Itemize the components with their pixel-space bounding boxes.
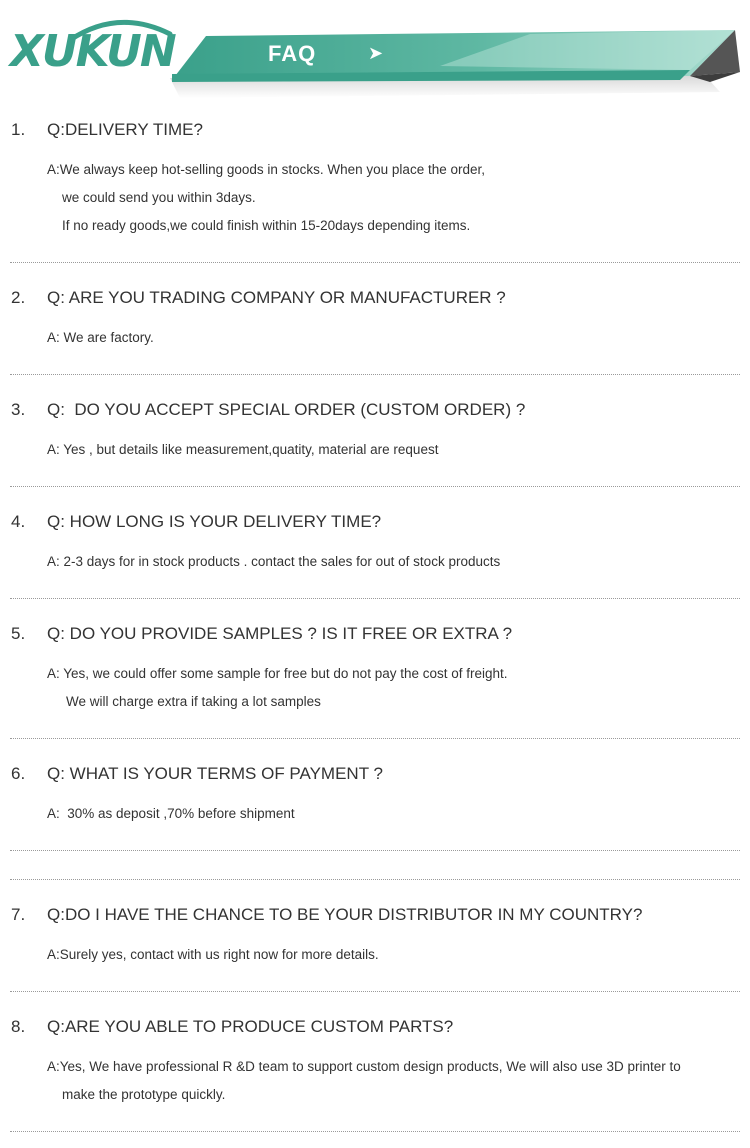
divider <box>10 850 740 851</box>
faq-number: 4. <box>11 512 26 531</box>
faq-answer: If no ready goods,we could finish within 15-20days depending items. <box>62 218 471 233</box>
faq-item <box>0 1017 750 1137</box>
faq-number: 2. <box>11 288 26 307</box>
faq-item <box>0 905 750 995</box>
faq-answer: make the prototype quickly. <box>62 1087 226 1102</box>
faq-question: Q:ARE YOU ABLE TO PRODUCE CUSTOM PARTS? <box>47 1017 454 1036</box>
divider <box>10 1131 740 1132</box>
page-title: FAQ <box>268 41 317 66</box>
faq-item <box>0 512 750 602</box>
brand-logo: XUKUN <box>10 26 175 77</box>
divider <box>10 738 740 739</box>
divider <box>10 374 740 375</box>
faq-number: 8. <box>11 1017 26 1036</box>
faq-item <box>0 120 750 266</box>
faq-number: 5. <box>11 624 26 643</box>
faq-question: Q: DO YOU PROVIDE SAMPLES ? IS IT FREE OR EXTRA ? <box>47 624 513 643</box>
divider <box>10 262 740 263</box>
faq-question: Q:DELIVERY TIME? <box>47 120 203 139</box>
faq-question: Q: WHAT IS YOUR TERMS OF PAYMENT ? <box>47 764 383 783</box>
faq-answer: A: 30% as deposit ,70% before shipment <box>47 806 295 821</box>
arrow-right-icon: ➤ <box>368 43 384 63</box>
faq-question: Q: ARE YOU TRADING COMPANY OR MANUFACTURER ? <box>47 288 506 307</box>
faq-answer: A:Surely yes, contact with us right now for more details. <box>47 947 379 962</box>
faq-answer: We will charge extra if taking a lot samples <box>66 694 321 709</box>
faq-answer: A: Yes , but details like measurement,quatity, material are request <box>47 442 439 457</box>
faq-question: Q:DO I HAVE THE CHANCE TO BE YOUR DISTRIBUTOR IN MY COUNTRY? <box>47 905 643 924</box>
faq-item <box>0 624 750 742</box>
faq-answer: A: Yes, we could offer some sample for free but do not pay the cost of freight. <box>47 666 508 681</box>
faq-number: 1. <box>11 120 26 139</box>
faq-answer: A:We always keep hot-selling goods in stocks. When you place the order, <box>47 162 485 177</box>
faq-number: 3. <box>11 400 26 419</box>
divider <box>10 598 740 599</box>
divider <box>10 991 740 992</box>
faq-question: Q: HOW LONG IS YOUR DELIVERY TIME? <box>47 512 382 531</box>
faq-item <box>0 764 750 884</box>
faq-item <box>0 288 750 378</box>
faq-answer: A: We are factory. <box>47 330 154 345</box>
faq-answer: A: 2-3 days for in stock products . contact the sales for out of stock products <box>47 554 501 569</box>
faq-number: 6. <box>11 764 26 783</box>
divider <box>10 486 740 487</box>
faq-answer: A:Yes, We have professional R &D team to support custom design products, We will also use 3D printer to <box>47 1059 681 1074</box>
divider <box>10 879 740 880</box>
faq-item <box>0 400 750 490</box>
faq-banner <box>0 0 750 100</box>
faq-number: 7. <box>11 905 26 924</box>
faq-question: Q: DO YOU ACCEPT SPECIAL ORDER (CUSTOM ORDER) ? <box>47 400 526 419</box>
faq-answer: we could send you within 3days. <box>62 190 256 205</box>
